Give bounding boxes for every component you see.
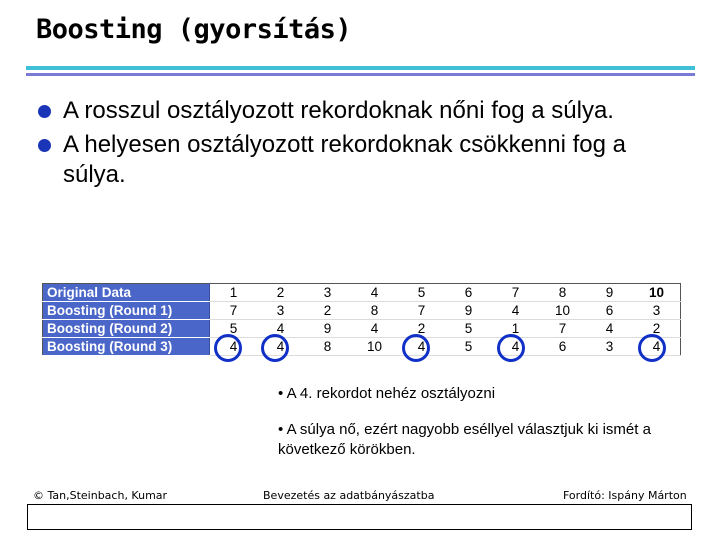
table-cell: 10: [351, 338, 398, 356]
table-cell: 1: [210, 284, 258, 302]
table-cell: 6: [539, 338, 586, 356]
table-cell: 4: [257, 320, 304, 338]
boosting-rounds-table: [42, 283, 681, 356]
table-cell: 4: [492, 338, 539, 356]
table-cell: 4: [633, 338, 681, 356]
table-row: [43, 320, 681, 338]
bullet-dot-icon: [38, 139, 51, 152]
table-cell: 4: [351, 320, 398, 338]
table-cell: 7: [398, 302, 445, 320]
table-cell: 4: [257, 338, 304, 356]
table-cell: 10: [539, 302, 586, 320]
table-cell: 6: [445, 284, 492, 302]
highlight-circle-icon: [261, 334, 289, 362]
slide-title: Boosting (gyorsítás): [36, 14, 352, 45]
table-cell: 2: [633, 320, 681, 338]
table-cell: 1: [492, 320, 539, 338]
table-cell: 8: [304, 338, 351, 356]
table-cell: 3: [304, 284, 351, 302]
bullet-item: [38, 130, 678, 190]
bullet-list: [38, 96, 678, 194]
row-header: Boosting (Round 2): [43, 320, 210, 338]
highlight-circle-icon: [638, 334, 666, 362]
highlight-circle-icon: [497, 334, 525, 362]
table-row: [43, 284, 681, 302]
row-header: Original Data: [43, 284, 210, 302]
table-cell: 9: [445, 302, 492, 320]
table-cell: 3: [586, 338, 633, 356]
title-rule-bottom: [26, 73, 695, 76]
table-row: [43, 338, 681, 356]
table-cell: 4: [492, 302, 539, 320]
table-cell: 3: [633, 302, 681, 320]
table-cell: 9: [304, 320, 351, 338]
footer-copyright: © Tan,Steinbach, Kumar: [33, 489, 168, 502]
highlight-circle-icon: [214, 334, 242, 362]
table-cell: 2: [304, 302, 351, 320]
table-cell: 4: [210, 338, 258, 356]
table-cell: 2: [398, 320, 445, 338]
bullet-text: A rosszul osztályozott rekordoknak nőni fog a súlya.: [63, 97, 614, 124]
table-cell: 5: [210, 320, 258, 338]
highlight-circle-icon: [402, 334, 430, 362]
table-cell: 3: [257, 302, 304, 320]
table-cell: 6: [586, 302, 633, 320]
table-cell: 5: [445, 320, 492, 338]
row-header: Boosting (Round 3): [43, 338, 210, 356]
table-cell: 4: [398, 338, 445, 356]
table-cell: 9: [586, 284, 633, 302]
note-weight-increase: • A súlya nő, ezért nagyobb eséllyel választjuk ki ismét a következő körökben.: [278, 421, 651, 458]
table-cell: 7: [210, 302, 258, 320]
table-cell: 5: [445, 338, 492, 356]
table-cell: 7: [492, 284, 539, 302]
footer-box: [27, 504, 692, 530]
title-rule-top: [26, 66, 695, 70]
table-cell: 8: [539, 284, 586, 302]
table-cell: 4: [586, 320, 633, 338]
bullet-item: [38, 96, 678, 126]
table-cell: 5: [398, 284, 445, 302]
footer-translator: Fordító: Ispány Márton: [563, 489, 687, 502]
table-cell: 10: [633, 284, 681, 302]
note-hard-to-classify: • A 4. rekordot nehéz osztályozni: [278, 385, 496, 402]
bullet-dot-icon: [38, 105, 51, 118]
bullet-text: A helyesen osztályozott rekordoknak csökkenni fog a súlya.: [63, 131, 626, 188]
table-cell: 2: [257, 284, 304, 302]
footer-course: Bevezetés az adatbányászatba: [263, 489, 435, 502]
row-header: Boosting (Round 1): [43, 302, 210, 320]
table-cell: 4: [351, 284, 398, 302]
table-cell: 8: [351, 302, 398, 320]
table-cell: 7: [539, 320, 586, 338]
table-row: [43, 302, 681, 320]
